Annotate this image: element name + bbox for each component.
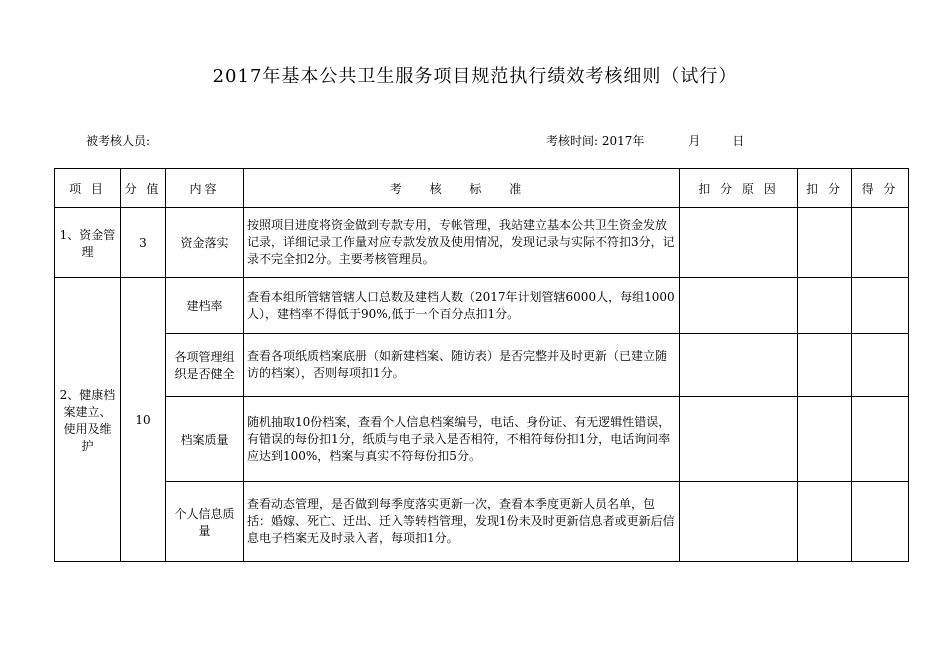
deduct-reason-cell[interactable]: [680, 334, 798, 397]
deduct-cell[interactable]: [798, 482, 852, 562]
table-header-row: [55, 169, 909, 208]
table-row: [55, 334, 909, 397]
deduct-cell[interactable]: [798, 334, 852, 397]
table-row: [55, 482, 909, 562]
table-row: [55, 397, 909, 482]
standard-cell: 按照项目进度将资金做到专款专用，专帐管理，我站建立基本公共卫生资金发放记录，详细记录工作量对应专款发放及使用情况，发现记录与实际不符扣3分，记录不完全扣2分。主要考核管理员。: [244, 208, 680, 278]
deduct-reason-cell[interactable]: [680, 278, 798, 334]
table-row: [55, 278, 909, 334]
deduct-reason-cell[interactable]: [680, 208, 798, 278]
get-score-cell[interactable]: [852, 334, 909, 397]
table-row: [55, 208, 909, 278]
header-deduct: 扣 分: [798, 169, 852, 208]
get-score-cell[interactable]: [852, 278, 909, 334]
item-cell: 2、健康档案建立、使用及维护: [55, 278, 121, 562]
standard-cell: 查看本组所管辖管辖人口总数及建档人数（2017年计划管辖6000人，每组1000人），建档率不得低于90%,低于一个百分点扣1分。: [244, 278, 680, 334]
standard-cell: 查看各项纸质档案底册（如新建档案、随访表）是否完整并及时更新（已建立随访的档案），否则每项扣1分。: [244, 334, 680, 397]
document-title: 2017年基本公共卫生服务项目规范执行绩效考核细则（试行）: [212, 66, 738, 87]
deduct-reason-cell[interactable]: [680, 397, 798, 482]
day-label: 日: [732, 134, 745, 148]
get-score-cell[interactable]: [852, 482, 909, 562]
content-cell: 资金落实: [166, 208, 244, 278]
content-cell: 个人信息质量: [166, 482, 244, 562]
exam-time-label: 考核时间: 2017年: [546, 134, 645, 148]
deduct-cell[interactable]: [798, 397, 852, 482]
standard-cell: 查看动态管理，是否做到每季度落实更新一次，查看本季度更新人员名单，包括：婚嫁、死亡、迁出、迁入等转档管理，发现1份未及时更新信息者或更新后信息电子档案无及时录入者，每项扣1分。: [244, 482, 680, 562]
get-score-cell[interactable]: [852, 208, 909, 278]
item-cell: 1、资金管理: [55, 208, 121, 278]
score-cell: 3: [121, 208, 166, 278]
header-deduct-reason: 扣 分 原 因: [680, 169, 798, 208]
get-score-cell[interactable]: [852, 397, 909, 482]
header-get: 得 分: [852, 169, 909, 208]
header-score: 分 值: [121, 169, 166, 208]
content-cell: 各项管理组织是否健全: [166, 334, 244, 397]
examinee-label: 被考核人员:: [86, 134, 151, 148]
header-content: 内容: [166, 169, 244, 208]
exam-time: [546, 132, 744, 149]
standard-cell: 随机抽取10份档案，查看个人信息档案编号，电话、身份证、有无逻辑性错误，有错误的每份扣1分，纸质与电子录入是否相符，不相符每份扣1分，电话询问率应达到100%，档案与真实不符每份扣5分。: [244, 397, 680, 482]
score-cell: 10: [121, 278, 166, 562]
deduct-cell[interactable]: [798, 208, 852, 278]
assessment-table: [54, 168, 909, 562]
header-standard: 考 核 标 准: [244, 169, 680, 208]
deduct-cell[interactable]: [798, 278, 852, 334]
month-label: 月: [688, 134, 701, 148]
content-cell: 建档率: [166, 278, 244, 334]
content-cell: 档案质量: [166, 397, 244, 482]
deduct-reason-cell[interactable]: [680, 482, 798, 562]
header-item: 项 目: [55, 169, 121, 208]
